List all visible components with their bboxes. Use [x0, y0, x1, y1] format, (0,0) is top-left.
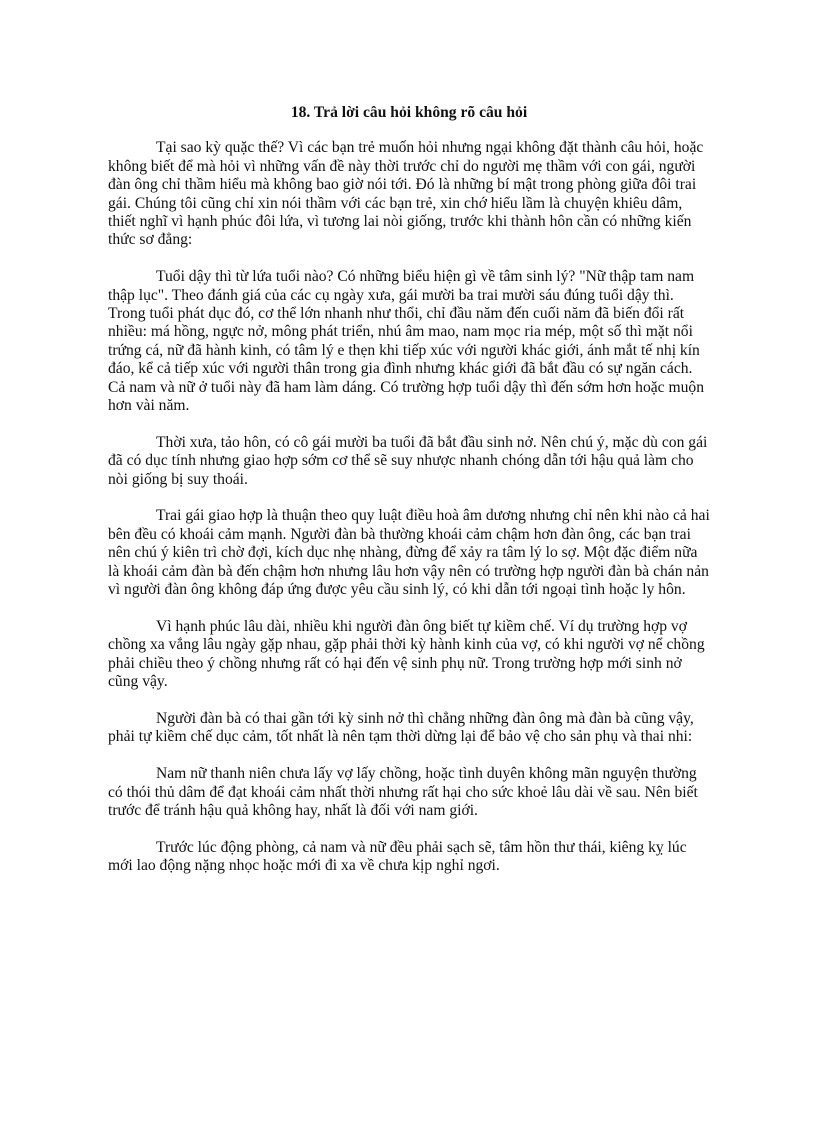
- paragraph-7: Nam nữ thanh niên chưa lấy vợ lấy chồng, hoặc tình duyên không mãn nguyện thường có thói thủ dâm để đạt khoái cảm nhất thời nhưng rất hại cho sức khoẻ lâu dài về sau. Nên biết trước để tránh hậu quả không hay, nhất là đối với nam giới.: [108, 765, 698, 819]
- paragraph-6: Người đàn bà có thai gần tới kỳ sinh nở thì chẳng những đàn ông mà đàn bà cũng vậy, phải tự kiềm chế dục cảm, tốt nhất là nên tạm thời dừng lại để bảo vệ cho sản phụ và thai nhi:: [108, 709, 694, 746]
- paragraph-2: Tuổi dậy thì từ lứa tuổi nào? Có những biểu hiện gì về tâm sinh lý? "Nữ thập tam nam thập lục". Theo đánh giá của các cụ ngày xưa, gái mười ba trai mười sáu đúng tuổi dậy thì. Trong tuổi phát dục đó, cơ thể lớn nhanh như thổi, chỉ đầu năm đến cuối năm đã biến đổi rất nhiều: má hồng, ngực nở, mông phát triển, nhú âm mao, nam mọc ria mép, một số thì mặt nổi trứng cá, nữ đã hành kinh, có tâm lý e thẹn khi tiếp xúc với người khác giới, ánh mắt tế nhị kín đáo, kể cả tiếp xúc với người thân trong gia đình nhưng khác giới đã bắt đầu có sự ngăn cách. Cả nam và nữ ở tuổi này đã ham làm dáng. Có trường hợp tuổi dậy thì đến sớm hơn hoặc muộn hơn vài năm.: [108, 268, 705, 415]
- paragraph-5: Vì hạnh phúc lâu dài, nhiều khi người đàn ông biết tự kiềm chế. Ví dụ trường hợp vợ chồng xa vắng lâu ngày gặp nhau, gặp phải thời kỳ hành kinh của vợ, có khi người vợ nể chồng phải chiều theo ý chồng nhưng rất có hại đến vệ sinh phụ nữ. Trong trường hợp mới sinh nở cũng vậy.: [108, 617, 705, 691]
- paragraph-3: Thời xưa, tảo hôn, có cô gái mười ba tuổi đã bắt đầu sinh nở. Nên chú ý, mặc dù con gái đã có dục tính nhưng giao hợp sớm cơ thể sẽ suy nhược nhanh chóng dẫn tới hậu quả làm cho nòi giống bị suy thoái.: [108, 433, 708, 488]
- paragraph-8: Trước lúc động phòng, cả nam và nữ đều phải sạch sẽ, tâm hồn thư thái, kiêng kỵ lúc mới lao động nặng nhọc hoặc mới đi xa về chưa kịp nghỉ ngơi.: [108, 838, 687, 875]
- section-title: 18. Trả lời câu hỏi không rõ câu hỏi: [290, 104, 528, 121]
- document-page: [108, 104, 710, 894]
- paragraph-4: Trai gái giao hợp là thuận theo quy luật điều hoà âm dương nhưng chỉ nên khi nào cả hai bên đều có khoái cảm mạnh. Người đàn bà thường khoái cảm chậm hơn đàn ông, các bạn trai nên chú ý kiên trì chờ đợi, kích dục nhẹ nhàng, đừng để xảy ra tâm lý lo sợ. Một đặc điểm nữa là khoái cảm đàn bà đến chậm hơn nhưng lâu hơn vậy nên có trường hợp người đàn bà chán nản vì người đàn ông không đáp ứng được yêu cầu sinh lý, có khi dẫn tới ngoại tình hoặc ly hôn.: [108, 507, 710, 599]
- paragraph-1: Tại sao kỳ quặc thế? Vì các bạn trẻ muốn hỏi nhưng ngại không đặt thành câu hỏi, hoặc không biết để mà hỏi vì những vấn đề này thời trước chỉ do người mẹ thầm với con gái, người đàn ông chỉ thầm hiểu mà không bao giờ nói tới. Đó là những bí mật trong phòng giữa đôi trai gái. Chúng tôi cũng chỉ xin nói thầm với các bạn trẻ, xin chớ hiểu lầm là chuyện khiêu dâm, thiết nghĩ vì hạnh phúc đôi lứa, vì tương lai nòi giống, trước khi thành hôn cần có những kiến thức sơ đẳng:: [108, 139, 704, 249]
